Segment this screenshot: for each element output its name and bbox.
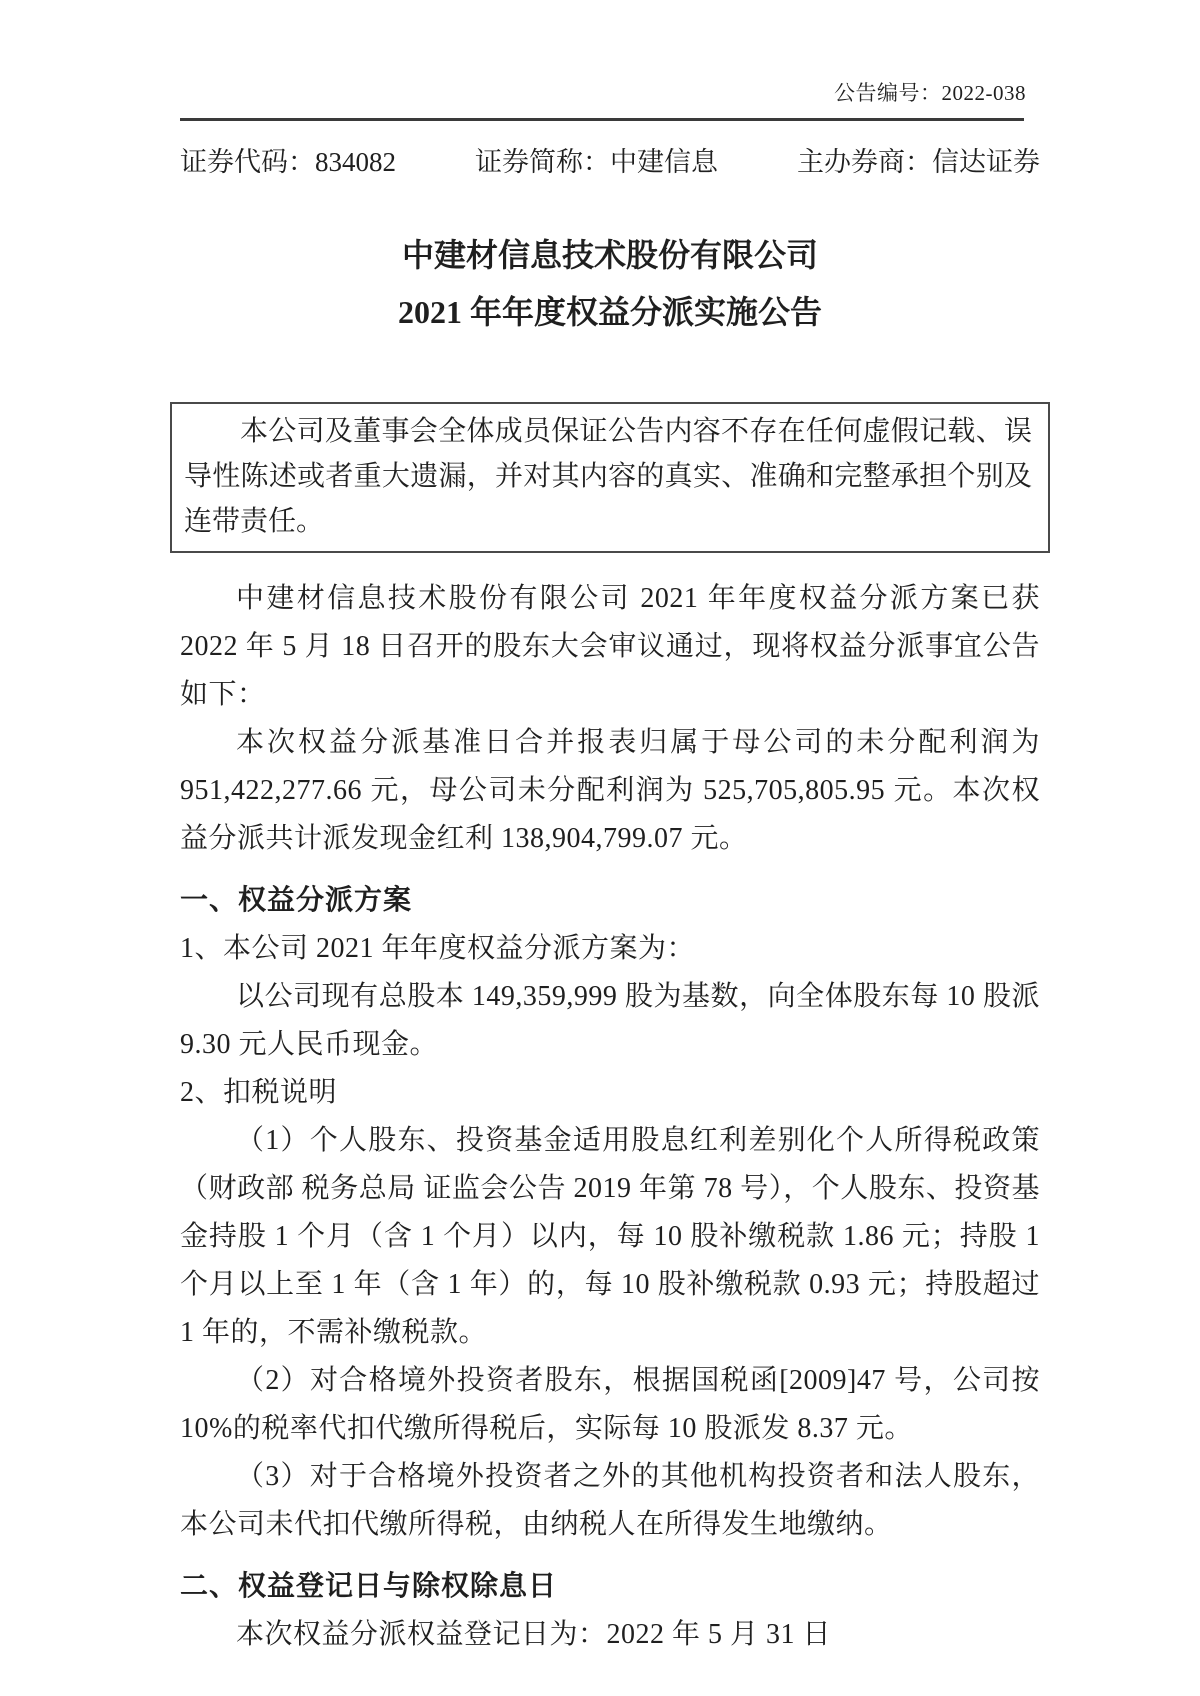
stock-code-label: 证券代码：834082	[180, 147, 396, 177]
section1-item2-tax-note-heading: 2、扣税说明	[180, 1077, 338, 1108]
disclaimer-text: 本公司及董事会全体成员保证公告内容不存在任何虚假记载、误导性陈述或者重大遗漏，并对其内容的真实、准确和完整承担个别及连带责任。	[184, 416, 1032, 537]
tax-note-qualified-foreign-investors: （2）对合格境外投资者股东，根据国税函[2009]47 号，公司按 10%的税率代扣代缴所得税后，实际每 10 股派发 8.37 元。	[180, 1365, 1040, 1444]
section2-heading-record-date: 二、权益登记日与除权除息日	[180, 1571, 558, 1602]
stock-short-name-label: 证券简称：中建信息	[475, 147, 718, 177]
intro-paragraph-approval: 中建材信息技术股份有限公司 2021 年年度权益分派方案已获 2022 年 5 月 18 日召开的股东大会审议通过，现将权益分派事宜公告如下：	[180, 583, 1040, 710]
record-date-paragraph: 本次权益分派权益登记日为：2022 年 5 月 31 日	[236, 1619, 832, 1650]
sponsor-broker-label: 主办券商：信达证券	[797, 147, 1040, 177]
document-body	[180, 575, 1040, 1659]
announcement-number: 公告编号：2022-038	[834, 81, 1026, 105]
section1-heading-distribution-plan: 一、权益分派方案	[180, 885, 413, 916]
disclaimer-box	[170, 402, 1050, 553]
section1-item1-plan-intro: 1、本公司 2021 年年度权益分派方案为：	[180, 933, 696, 964]
intro-paragraph-profit-figures: 本次权益分派基准日合并报表归属于母公司的未分配利润为 951,422,277.66 元，母公司未分配利润为 525,705,805.95 元。本次权益分派共计派发现金红利 138,904,799.07 元。	[180, 727, 1040, 854]
section1-item1-plan-detail: 以公司现有总股本 149,359,999 股为基数，向全体股东每 10 股派 9.30 元人民币现金。	[180, 981, 1040, 1060]
header-divider-rule	[180, 118, 1024, 121]
company-name-title: 中建材信息技术股份有限公司	[401, 237, 818, 273]
tax-note-individual-shareholders: （1）个人股东、投资基金适用股息红利差别化个人所得税政策（财政部 税务总局 证监会公告 2019 年第 78 号），个人股东、投资基金持股 1 个月（含 1 个月）以内，每 10 股补缴税款 1.86 元；持股 1 个月以上至 1 年（含 1 年）的，每 10 股补缴税款 0.93 元；持股超过 1 年的，不需补缴税款。	[180, 1125, 1040, 1348]
tax-note-other-institutional-investors: （3）对于合格境外投资者之外的其他机构投资者和法人股东，本公司未代扣代缴所得税，由纳税人在所得发生地缴纳。	[180, 1461, 1040, 1540]
announcement-subject-title: 2021 年年度权益分派实施公告	[397, 294, 822, 330]
securities-meta-row	[180, 145, 1040, 179]
